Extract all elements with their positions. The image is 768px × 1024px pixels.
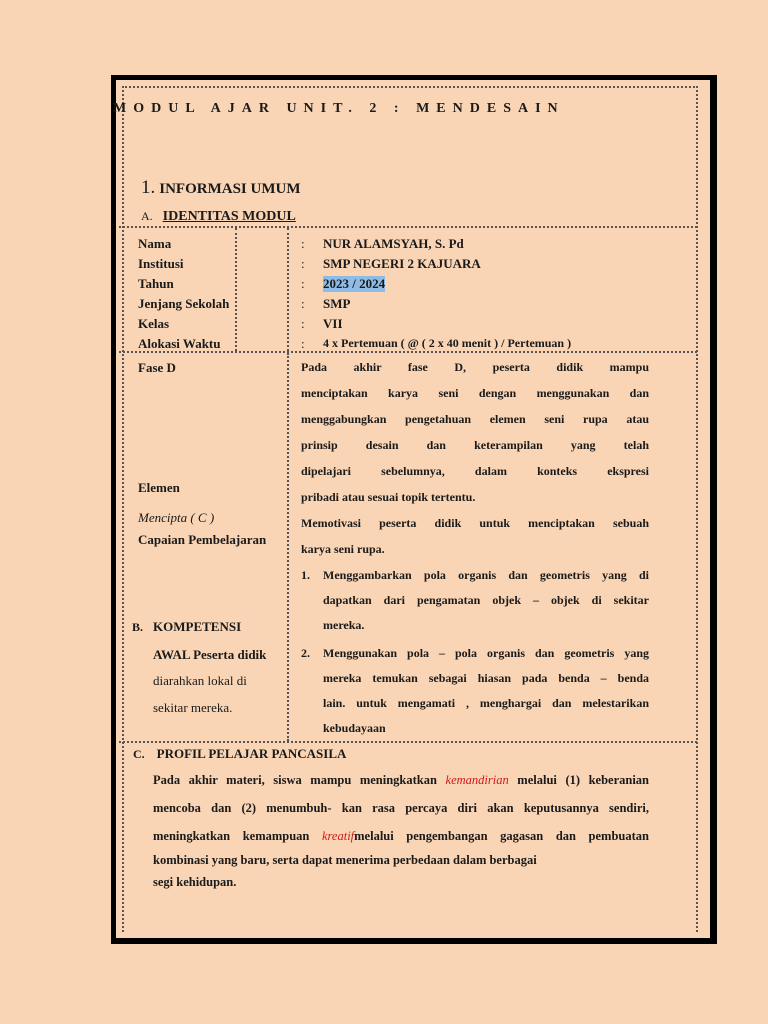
awal-text-line: diarahkan lokal di [153,673,247,688]
identity-value-highlighted: 2023 / 2024 [323,276,386,291]
section-1-label: INFORMASI UMUM [159,181,301,197]
list-line: dapatkan dari pengamatan objek – objek di sekitar [323,593,649,607]
profil-line [153,766,649,794]
section-a-number: A. [141,209,153,223]
identity-col-divider-1 [235,228,237,351]
profil-text: melalui pengembangan gagasan dan pembuatan [354,829,649,843]
section-c-heading [133,741,346,767]
motivasi-line: Memotivasi peserta didik untuk menciptakan sebuah [301,516,649,530]
profil-text: melalui (1) keberanian [517,773,650,787]
list-line: Menggunakan pola – pola organis dan geometris yang [323,646,649,660]
list-line: kebudayaan [323,721,386,735]
competence-col-divider [287,353,289,741]
section-c-number: C. [133,747,145,761]
identity-colon: : [301,256,305,271]
identity-colon: : [301,276,305,291]
identity-colon: : [301,236,305,251]
list-item [301,641,649,741]
identity-value: 4 x Pertemuan ( @ ( 2 x 40 menit ) / Pertemuan ) [323,336,572,350]
section-1-number: 1. [141,177,156,198]
section-c-label: PROFIL PELAJAR PANCASILA [156,746,347,761]
list-number: 1. [301,568,310,582]
identity-label: Tahun [138,276,174,291]
awal-text-line: sekitar mereka. [153,700,233,715]
section-b-number: B. [132,620,144,634]
profil-line: segi kehidupan. [153,875,237,889]
identity-col-divider-2 [287,228,289,351]
identity-value: SMP NEGERI 2 KAJUARA [323,256,481,271]
section-b-heading [132,614,241,640]
list-item [301,563,649,641]
list-line: mereka. [323,618,365,632]
section-a-heading [141,209,296,225]
identity-value: VII [323,316,343,331]
fase-line: pribadi atau sesuai topik tertentu. [301,490,476,504]
table-top-rule [119,226,697,228]
mencipta-label: Mencipta ( C ) [138,510,215,525]
capaian-label: Capaian Pembelajaran [138,532,267,547]
fase-line: Pada akhir fase D, peserta didik mampu [301,360,649,374]
list-line: lain. untuk mengamati , menghargai dan melestarikan [323,696,649,710]
profil-text: Pada akhir materi, siswa mampu meningkatkan [153,773,437,787]
profil-line: mencoba dan (2) menumbuh- kan rasa percaya diri akan keputusannya sendiri, [153,801,649,815]
list-line: mereka temukan sebagai hiasan pada benda – benda [323,671,649,685]
fase-label: Fase D [138,360,176,375]
list-line: Menggambarkan pola organis dan geometris yang di [323,568,649,582]
identity-value: NUR ALAMSYAH, S. Pd [323,236,464,251]
identity-label: Alokasi Waktu [138,336,221,351]
section-a-label: IDENTITAS MODUL [162,209,296,224]
identity-colon: : [301,296,305,311]
fase-line: dipelajari sebelumnya, dalam konteks ekspresi [301,464,649,478]
profil-line: kombinasi yang baru, serta dapat menerima perbedaan dalam berbagai [153,853,537,867]
identity-label: Kelas [138,316,170,331]
identity-label: Nama [138,236,172,251]
fase-line: menciptakan karya seni dengan menggunakan dan [301,386,649,400]
motivasi-line: karya seni rupa. [301,542,385,556]
identity-colon: : [301,316,305,331]
identity-label: Institusi [138,256,184,271]
identity-colon: : [301,336,305,351]
profil-line [153,822,649,850]
profil-emphasis: kemandirian [445,773,509,787]
elemen-label: Elemen [138,480,180,495]
list-number: 2. [301,646,310,660]
fase-line: prinsip desain dan keterampilan yang telah [301,438,649,452]
section-1-heading [141,177,300,199]
section-b-label: KOMPETENSI [153,619,242,634]
profil-emphasis: kreatif [321,829,355,843]
identity-label: Jenjang Sekolah [138,296,230,311]
document-title: MODUL AJAR UNIT. 2 : MENDESAIN [113,101,565,116]
fase-line: menggabungkan pengetahuan elemen seni rupa atau [301,412,649,426]
profil-text: meningkatkan kemampuan [153,829,310,843]
identity-value: SMP [323,296,351,311]
awal-text-line: AWAL Peserta didik [153,647,267,662]
